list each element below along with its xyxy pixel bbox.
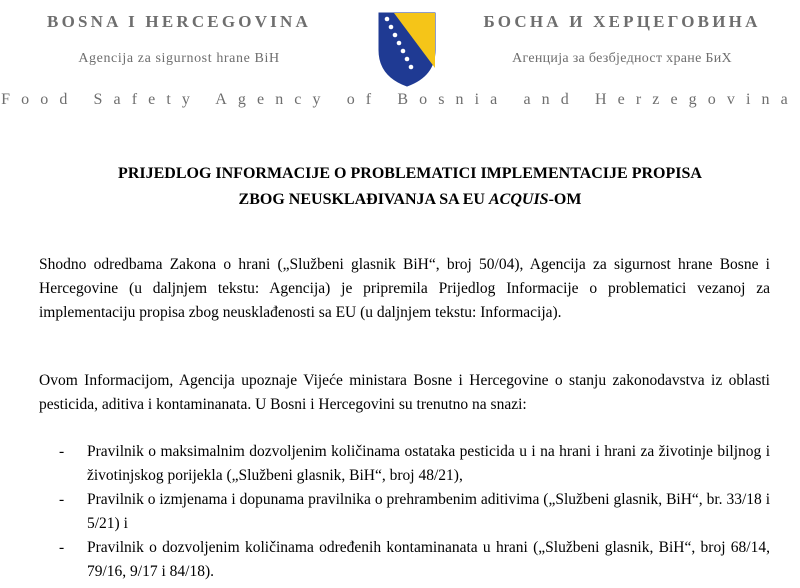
list-marker: -: [59, 443, 65, 460]
paragraph-information: Ovom Informacijom, Agencija upoznaje Vijeće ministara Bosne i Hercegovine o stanju zakonodavstva iz oblasti pesticida, aditiva i kontaminanata. U Bosni i Hercegovini su trenutno na snazi:: [39, 372, 770, 413]
header-left: [14, 12, 344, 67]
list-item: [39, 440, 770, 488]
document-title: [30, 161, 790, 213]
title-line-2-suffix: -OM: [548, 191, 582, 208]
title-line-2-italic: ACQUIS: [488, 191, 549, 208]
agency-name-english: Food Safety Agency of Bosnia and Herzegovina: [1, 91, 799, 108]
title-line-1: PRIJEDLOG INFORMACIJE O PROBLEMATICI IMPLEMENTACIJE PROPISA: [118, 165, 702, 182]
list-item: [39, 536, 770, 584]
agency-name-latin: Agencija za sigurnost hrane BiH: [78, 51, 280, 66]
coat-of-arms-icon: [376, 10, 438, 88]
country-name-cyrillic: БОСНА И ХЕРЦЕГОВИНА: [483, 12, 761, 31]
list-marker: -: [59, 491, 65, 508]
header-right: [452, 12, 792, 67]
country-name-latin: BOSNA I HERCEGOVINA: [47, 12, 311, 31]
paragraph-intro: Shodno odredbama Zakona o hrani („Službeni glasnik BiH“, broj 50/04), Agencija za sigurnost hrane Bosne i Hercegovine (u daljnjem tekstu: Agencija) je pripremila Prijedlog Informacije o problematici vezanoj za implementaciju propisa zbog neusklađenosti sa EU (u daljnjem tekstu: Informacija).: [39, 256, 770, 321]
list-item-text: Pravilnik o maksimalnim dozvoljenim količinama ostataka pesticida u i na hrani i hrani za životinje biljnog i životinjskog porijekla („Službeni glasnik, BiH“, broj 48/21),: [87, 443, 770, 484]
list-item-text: Pravilnik o dozvoljenim količinama određenih kontaminanata u hrani („Službeni glasnik, BiH“, broj 68/14, 79/16, 9/17 i 84/18).: [87, 539, 770, 580]
list-item: [39, 488, 770, 536]
list-marker: -: [59, 539, 65, 556]
regulations-list: [39, 440, 770, 584]
agency-name-cyrillic: Агенција за безбједност хране БиХ: [512, 51, 732, 66]
list-item-text: Pravilnik o izmjenama i dopunama pravilnika o prehrambenim aditivima („Službeni glasnik, BiH“, br. 33/18 i 5/21) i: [87, 491, 770, 532]
title-line-2-prefix: ZBOG NEUSKLAĐIVANJA SA EU: [238, 191, 489, 208]
title-line-2: [30, 187, 790, 213]
